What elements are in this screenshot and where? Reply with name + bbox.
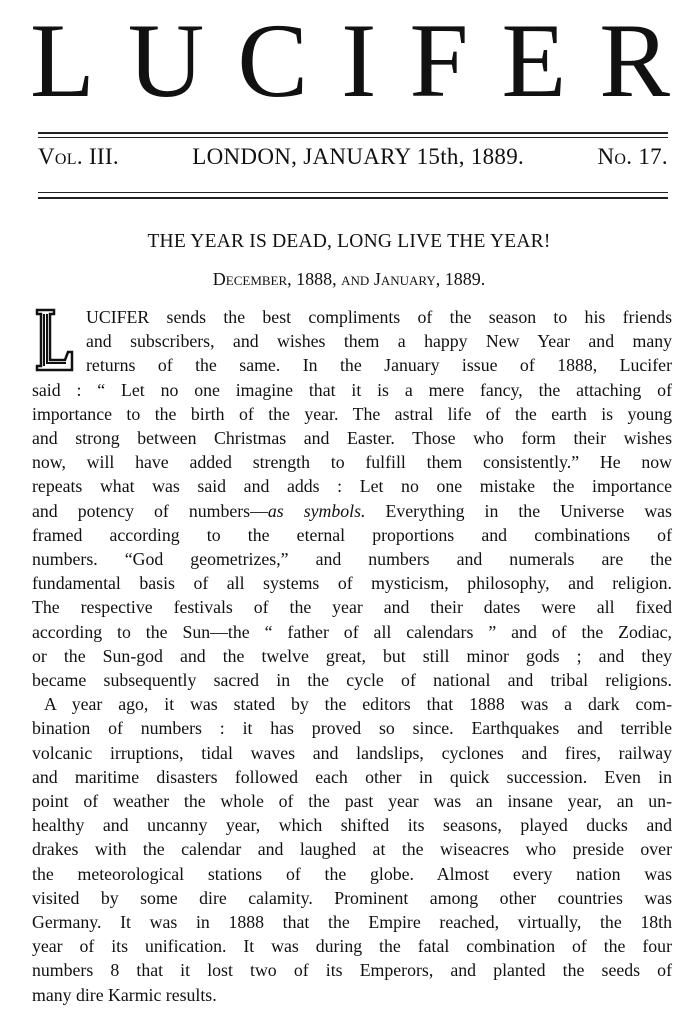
header-rule-top bbox=[38, 132, 668, 134]
text-fragment: and potency of numbers— bbox=[32, 500, 268, 521]
text-line: importance to the birth of the year. The astral life of the earth is young bbox=[32, 403, 672, 424]
text-line: visited by some dire calamity. Prominent among other countries was bbox=[32, 887, 672, 908]
header-rule-bottom bbox=[38, 197, 668, 199]
text-line: now, will have added strength to fulfill them consistently.” He now bbox=[32, 452, 672, 473]
masthead-letter: U bbox=[127, 2, 205, 119]
text-line: volcanic irruptions, tidal waves and landslips, cyclones and fires, railway bbox=[32, 742, 672, 763]
article-subtitle: December, 1888, and January, 1889. bbox=[212, 269, 486, 289]
header-rule-top-thin bbox=[38, 137, 668, 138]
text-line: Germany. It was in 1888 that the Empire reached, virtually, the 18th bbox=[32, 912, 672, 933]
text-line: A year ago, it was stated by the editors that 1888 was a dark com- bbox=[44, 694, 672, 715]
place-date: LONDON, JANUARY 15th, 1889. bbox=[192, 144, 525, 169]
text-line: numbers. “God geometrizes,” and numbers and numerals are the bbox=[32, 549, 672, 570]
text-line: became subsequently sacred in the cycle of national and tribal religions. bbox=[32, 670, 672, 691]
text-line: The respective festivals of the year and their dates were all fixed bbox=[32, 597, 672, 618]
text-line: point of weather the whole of the past year was an insane year, an un- bbox=[32, 791, 672, 812]
text-line: UCIFER sends the best compliments of the season to his friends bbox=[86, 307, 672, 327]
issue-number: No. 17. bbox=[597, 144, 668, 169]
text-line: drakes with the calendar and laughed at the wiseacres who preside over bbox=[32, 839, 672, 860]
text-line: healthy and uncanny year, which shifted its seasons, played ducks and bbox=[32, 815, 672, 836]
issue-info-line bbox=[38, 144, 668, 170]
text-line: repeats what was said and adds : Let no one mistake the importance bbox=[32, 476, 672, 497]
text-line: or the Sun-god and the twelve great, but still minor gods ; and they bbox=[32, 645, 672, 666]
italic-emphasis: as symbols. bbox=[267, 500, 366, 521]
text-line: and subscribers, and wishes them a happy New Year and many bbox=[86, 331, 672, 352]
masthead-letter: L bbox=[30, 2, 95, 119]
text-line: the meteorological stations of the globe. Almost every nation was bbox=[32, 863, 672, 884]
text-line: and maritime disasters followed each other in quick succession. Even in bbox=[32, 766, 672, 787]
text-line: said : “ Let no one imagine that it is a mere fancy, the attaching of bbox=[32, 379, 672, 400]
article-title: THE YEAR IS DEAD, LONG LIVE THE YEAR! bbox=[147, 231, 551, 252]
masthead-letter: E bbox=[501, 2, 567, 119]
text-line: returns of the same. In the January issue of 1888, Lucifer bbox=[86, 355, 672, 376]
masthead-letter: F bbox=[409, 2, 469, 119]
text-line: framed according to the eternal proportions and combinations of bbox=[32, 524, 672, 545]
header-rule-bottom-thin bbox=[38, 192, 668, 193]
text-line bbox=[32, 499, 672, 523]
text-line: bination of numbers : it has proved so since. Earthquakes and terrible bbox=[32, 718, 672, 739]
text-line: many dire Karmic results. bbox=[32, 984, 217, 1005]
text-line: numbers 8 that it lost two of its Emperors, and planted the seeds of bbox=[32, 960, 672, 981]
text-line: according to the Sun—the “ father of all calendars ” and of the Zodiac, bbox=[32, 621, 672, 642]
volume-number: Vol. III. bbox=[38, 144, 119, 169]
masthead-title bbox=[30, 2, 670, 119]
text-line: and strong between Christmas and Easter. Those who form their wishes bbox=[32, 428, 672, 449]
text-line: year of its unification. It was during the fatal combination of the four bbox=[32, 936, 672, 957]
masthead-letter: R bbox=[599, 2, 670, 119]
masthead-letter: I bbox=[341, 2, 377, 119]
text-fragment: Everything in the Universe was bbox=[365, 500, 672, 521]
article-body bbox=[32, 305, 672, 1007]
text-line: fundamental basis of all systems of mysticism, philosophy, and religion. bbox=[32, 573, 672, 594]
masthead-letter: C bbox=[237, 2, 309, 119]
